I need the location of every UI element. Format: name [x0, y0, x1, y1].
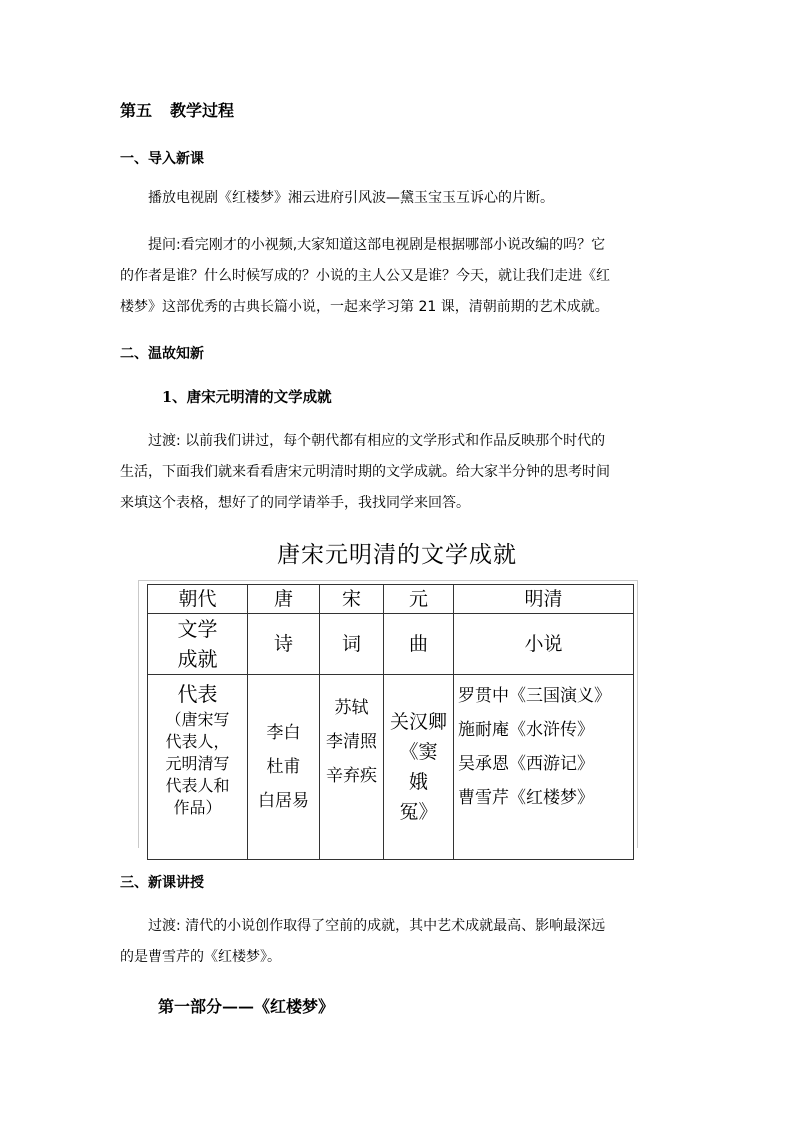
table-frame-right	[637, 580, 638, 848]
representative-note-3: 元明清写	[165, 754, 230, 773]
representative-song	[320, 675, 384, 860]
literature-table-figure	[138, 536, 656, 848]
table-frame-top	[138, 580, 638, 581]
paragraph-review-3: 来填这个表格，想好了的同学请举手，我找同学来回答。	[120, 495, 470, 511]
section-heading-new-lesson: 三、新课讲授	[120, 875, 204, 891]
tang-poet-1: 李白	[266, 723, 301, 743]
page-title	[120, 98, 234, 121]
subheading-review: 1、唐宋元明清的文学成就	[162, 389, 332, 406]
representative-note-2: 代表人，	[165, 732, 230, 751]
table-header-row	[148, 585, 634, 614]
paragraph-intro-2: 提问:看完刚才的小视频,大家知道这部电视剧是根据哪部小说改编的吗？它	[148, 237, 606, 253]
paragraph-new-lesson-2: 的是曹雪芹的《红楼梦》。	[120, 949, 281, 965]
tang-poet-3: 白居易	[258, 791, 309, 811]
novel-3: 吴承恩《西游记》	[458, 754, 594, 774]
table-title: 唐宋元明清的文学成就	[277, 542, 517, 568]
table-row-representative	[148, 675, 634, 860]
song-poet-3: 辛弃疾	[326, 766, 377, 786]
representative-note-5: 作品）	[173, 798, 222, 817]
yuan-line-1: 关汉卿	[389, 711, 447, 733]
section-heading-intro: 一、导入新课	[120, 151, 204, 167]
yuan-line-4: 冤》	[399, 801, 438, 823]
representative-mingqing	[454, 675, 634, 860]
novel-1: 罗贯中《三国演义》	[458, 686, 611, 706]
representative-note-4: 代表人和	[165, 776, 230, 795]
literature-table	[147, 584, 634, 860]
representative-tang	[248, 675, 320, 860]
achievement-label	[148, 614, 248, 675]
paragraph-intro-3: 的作者是谁？什么时候写成的？小说的主人公又是谁？今天，就让我们走进《红	[120, 268, 610, 284]
representative-note-1: （唐宋写	[165, 710, 230, 729]
paragraph-intro-1: 播放电视剧《红楼梦》湘云进府引风波—黛玉宝玉互诉心的片断。	[148, 190, 554, 206]
tang-poet-2: 杜甫	[266, 757, 301, 777]
achievement-label-line2: 成就	[177, 647, 218, 671]
achievement-song: 词	[320, 614, 384, 675]
page-title-part1: 第五	[120, 101, 153, 120]
section-heading-review: 二、温故知新	[120, 346, 204, 362]
novel-2: 施耐庵《水浒传》	[458, 720, 594, 740]
table-frame-left	[138, 580, 139, 848]
achievement-tang: 诗	[248, 614, 320, 675]
representative-yuan	[384, 675, 454, 860]
header-tang: 唐	[248, 585, 320, 614]
song-poet-1: 苏轼	[334, 698, 369, 718]
representative-label-head: 代表	[177, 682, 218, 706]
header-mingqing: 明清	[454, 585, 634, 614]
paragraph-new-lesson-1: 过渡: 清代的小说创作取得了空前的成就，其中艺术成就最高、影响最深远	[148, 918, 606, 934]
achievement-mingqing: 小说	[454, 614, 634, 675]
header-yuan: 元	[384, 585, 454, 614]
achievement-label-line1: 文学	[177, 617, 218, 641]
yuan-line-3: 娥	[408, 771, 428, 793]
header-song: 宋	[320, 585, 384, 614]
song-poet-2: 李清照	[326, 732, 377, 752]
table-row-achievement	[148, 614, 634, 675]
subheading-hongloumeng: 第一部分——《红楼梦》	[158, 997, 335, 1016]
novel-4: 曹雪芹《红楼梦》	[458, 788, 594, 808]
achievement-yuan: 曲	[384, 614, 454, 675]
paragraph-review-2: 生活，下面我们就来看看唐宋元明清时期的文学成就。给大家半分钟的思考时间	[120, 464, 610, 480]
header-dynasty: 朝代	[148, 585, 248, 614]
page-title-part2: 教学过程	[170, 101, 235, 120]
paragraph-intro-4: 楼梦》这部优秀的古典长篇小说，一起来学习第 21 课，清朝前期的艺术成就。	[120, 299, 609, 315]
paragraph-review-1: 过渡: 以前我们讲过，每个朝代都有相应的文学形式和作品反映那个时代的	[148, 433, 606, 449]
yuan-line-2: 《窦	[399, 741, 438, 763]
representative-label	[148, 675, 248, 860]
